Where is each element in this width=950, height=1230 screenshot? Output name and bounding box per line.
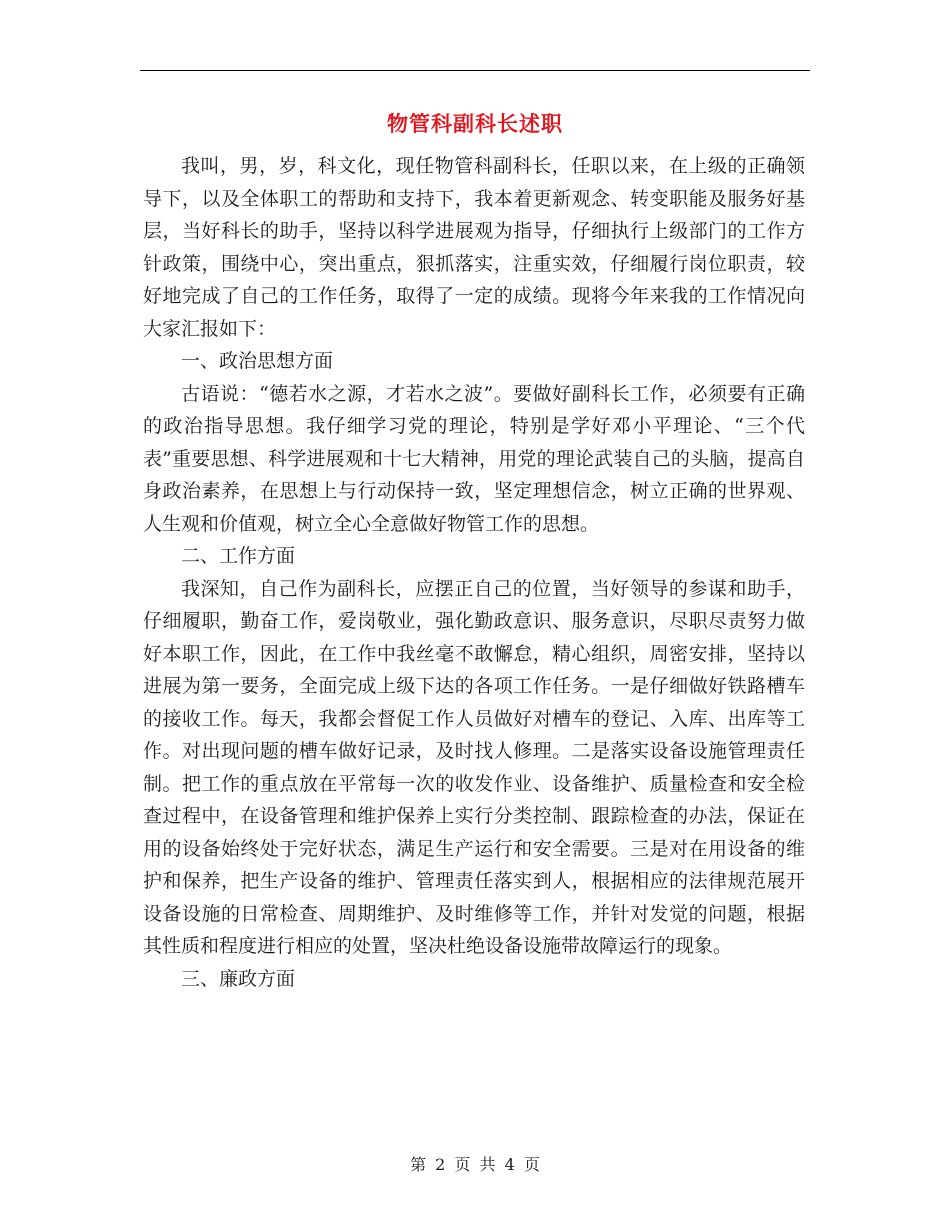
page-number: 第 2 页 共 4 页 <box>410 1155 540 1174</box>
section-heading-political: 一、政治思想方面 <box>181 350 334 372</box>
header-rule <box>140 70 810 71</box>
paragraph-political: 古语说：“德若水之源，才若水之波”。要做好副科长工作，必须要有正确的政治指导思想。我仔细学习党的理论，特别是学好邓小平理论、“三个代表”重要思想、科学进展观和十七大精神，用党的理论武装自己的头脑，提高自身政治素养，在思想上与行动保持一致，坚定理想信念，树立正确的世界观、人生观和价值观，树立全心全意做好物管工作的思想。 <box>143 382 805 535</box>
document-body <box>143 150 805 995</box>
section-heading-work: 二、工作方面 <box>181 545 296 567</box>
paragraph-work: 我深知，自己作为副科长，应摆正自己的位置，当好领导的参谋和助手，仔细履职，勤奋工作，爱岗敬业，强化勤政意识、服务意识，尽职尽责努力做好本职工作，因此，在工作中我丝毫不敢懈怠，精心组织，周密安排，坚持以进展为第一要务，全面完成上级下达的各项工作任务。一是仔细做好铁路槽车的接收工作。每天，我都会督促工作人员做好对槽车的登记、入库、出库等工作。对出现问题的槽车做好记录，及时找人修理。二是落实设备设施管理责任制。把工作的重点放在平常每一次的收发作业、设备维护、质量检查和安全检查过程中，在设备管理和维护保养上实行分类控制、跟踪检查的办法，保证在用的设备始终处于完好状态，满足生产运行和安全需要。三是对在用设备的维护和保养，把生产设备的维护、管理责任落实到人，根据相应的法律规范展开设备设施的日常检查、周期维护、及时维修等工作，并针对发觉的问题，根据其性质和程度进行相应的处置，坚决杜绝设备设施带故障运行的现象。 <box>143 577 805 957</box>
paragraph-intro: 我叫，男，岁，科文化，现任物管科副科长，任职以来，在上级的正确领导下，以及全体职工的帮助和支持下，我本着更新观念、转变职能及服务好基层，当好科长的助手，坚持以科学进展观为指导，仔细执行上级部门的工作方针政策，围绕中心，突出重点，狠抓落实，注重实效，仔细履行岗位职责，较好地完成了自己的工作任务，取得了一定的成绩。现将今年来我的工作情况向大家汇报如下： <box>143 155 805 340</box>
document-title: 物管科副科长述职 <box>387 111 563 136</box>
section-heading-integrity: 三、廉政方面 <box>181 967 296 990</box>
